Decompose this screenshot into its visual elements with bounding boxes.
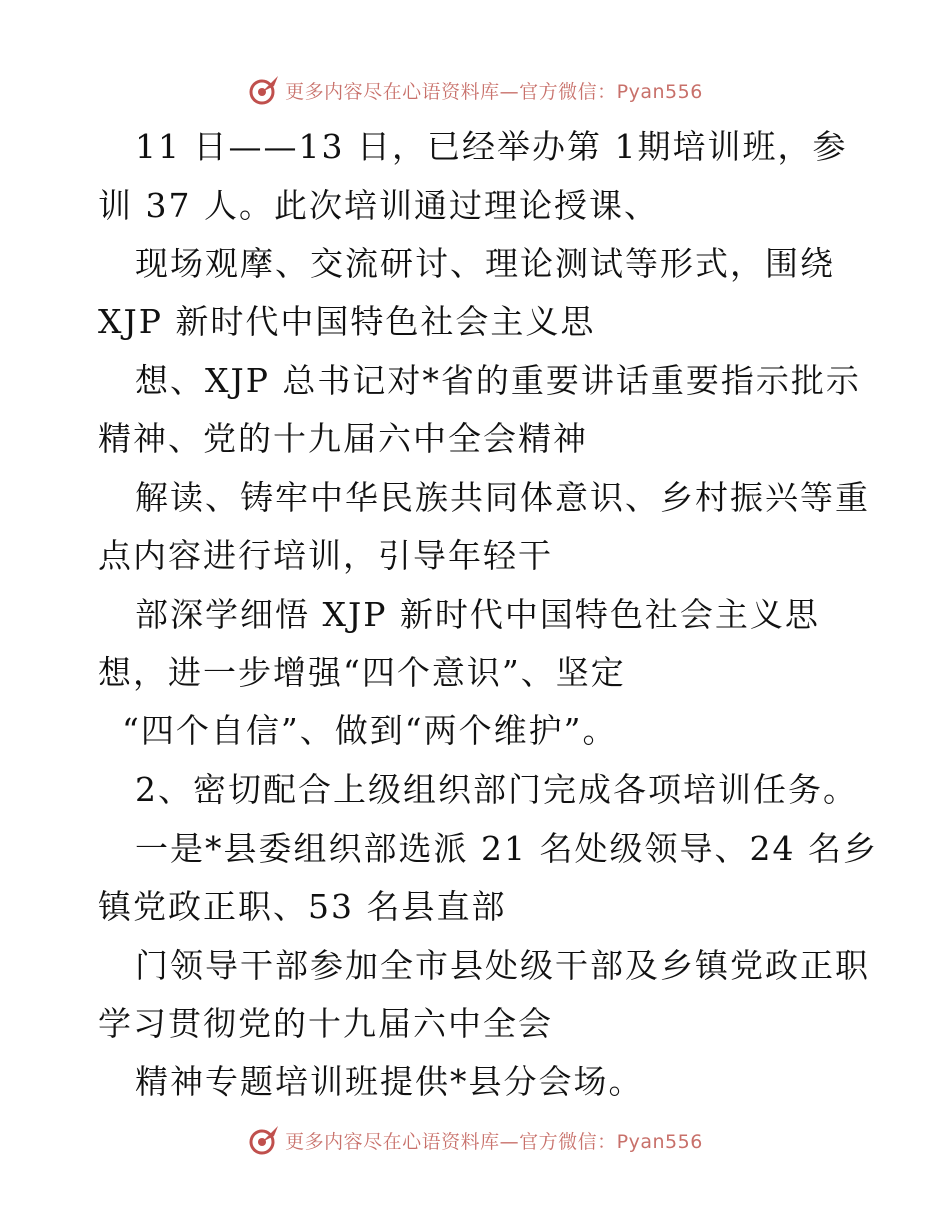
body-line: 想、XJP 总书记对*省的重要讲话重要指示批示 — [135, 361, 861, 400]
body-line: 精神专题培训班提供*县分会场。 — [135, 1062, 644, 1101]
body-line: 一是*县委组织部选派 21 名处级领导、24 名乡 — [135, 829, 878, 868]
body-line: 点内容进行培训，引导年轻干 — [98, 536, 553, 575]
body-line: 部深学细悟 XJP 新时代中国特色社会主义思 — [135, 595, 820, 634]
quill-circle-logo — [247, 1123, 281, 1157]
watermark-footer — [0, 1120, 950, 1160]
body-line: XJP 新时代中国特色社会主义思 — [98, 302, 596, 341]
body-line: “四个自信”、做到“两个维护”。 — [122, 711, 618, 750]
body-line: 2、密切配合上级组织部门完成各项培训任务。 — [135, 770, 858, 809]
watermark-text: 更多内容尽在心语资料库—官方微信：Pyan556 — [285, 80, 703, 103]
body-line: 11 日——13 日，已经举办第 1期培训班，参 — [135, 127, 848, 166]
body-line: 训 37 人。此次培训通过理论授课、 — [98, 186, 659, 225]
body-line: 解读、铸牢中华民族共同体意识、乡村振兴等重 — [135, 478, 870, 517]
body-line: 想，进一步增强“四个意识”、坚定 — [98, 653, 626, 692]
body-line: 现场观摩、交流研讨、理论测试等形式，围绕 — [135, 244, 835, 283]
body-line: 精神、党的十九届六中全会精神 — [98, 419, 588, 458]
watermark-text: 更多内容尽在心语资料库—官方微信：Pyan556 — [285, 1130, 703, 1153]
body-line: 学习贯彻党的十九届六中全会 — [98, 1004, 553, 1043]
body-line: 门领导干部参加全市县处级干部及乡镇党政正职 — [135, 946, 870, 985]
body-line: 镇党政正职、53 名县直部 — [98, 887, 507, 926]
